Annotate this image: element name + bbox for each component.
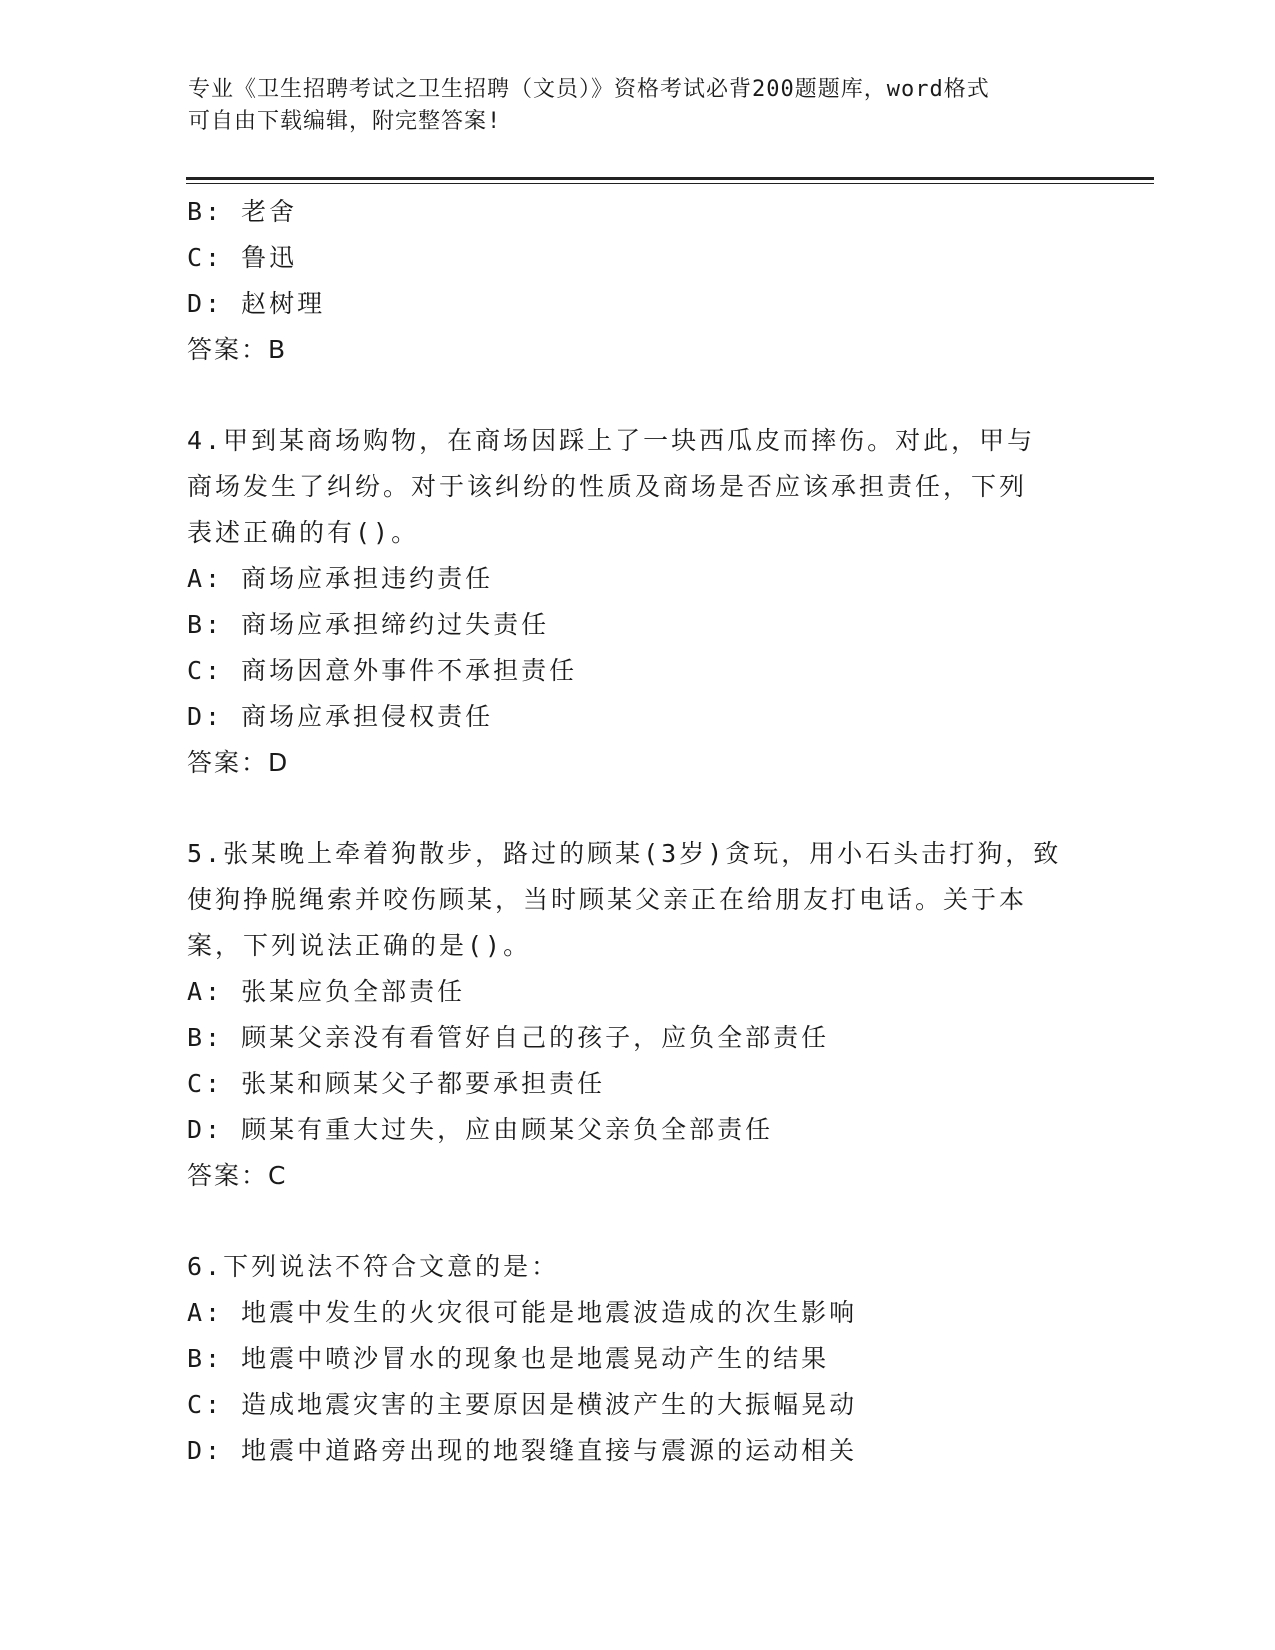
spacer <box>187 373 1087 418</box>
question-6 <box>187 1244 1087 1474</box>
header-rule-thin <box>186 183 1154 184</box>
question-stem-line: 商场发生了纠纷。对于该纠纷的性质及商场是否应该承担责任，下列 <box>187 472 1028 501</box>
option-b: B: 商场应承担缔约过失责任 <box>187 610 550 639</box>
option-d: D: 商场应承担侵权责任 <box>187 702 494 731</box>
option-b: B: 顾某父亲没有看管好自己的孩子，应负全部责任 <box>187 1023 830 1052</box>
option-c: C: 造成地震灾害的主要原因是横波产生的大振幅晃动 <box>187 1390 858 1419</box>
header-line-2: 可自由下载编辑，附完整答案! <box>188 109 502 134</box>
option-c: C: 商场因意外事件不承担责任 <box>187 656 578 685</box>
answer-line: 答案：C <box>187 1161 288 1190</box>
option-c: C: 鲁迅 <box>187 243 298 272</box>
question-content <box>187 189 1087 1474</box>
option-d: D: 地震中道路旁出现的地裂缝直接与震源的运动相关 <box>187 1436 858 1465</box>
answer-line: 答案：B <box>187 335 288 364</box>
header-rule-thick <box>186 177 1154 180</box>
document-header <box>188 74 1088 138</box>
answer-line: 答案：D <box>187 748 290 777</box>
option-d: D: 赵树理 <box>187 289 326 318</box>
question-stem-line: 5.张某晚上牵着狗散步，路过的顾某(3岁)贪玩，用小石头击打狗，致 <box>187 839 1062 868</box>
option-b: B: 地震中喷沙冒水的现象也是地震晃动产生的结果 <box>187 1344 830 1373</box>
header-line-1: 专业《卫生招聘考试之卫生招聘（文员）》资格考试必背200题题库，word格式 <box>188 77 990 102</box>
spacer <box>187 1199 1087 1244</box>
question-4 <box>187 418 1087 786</box>
option-a: A: 商场应承担违约责任 <box>187 564 494 593</box>
option-a: A: 张某应负全部责任 <box>187 977 466 1006</box>
option-c: C: 张某和顾某父子都要承担责任 <box>187 1069 606 1098</box>
option-b: B: 老舍 <box>187 197 298 226</box>
question-stem-line: 使狗挣脱绳索并咬伤顾某，当时顾某父亲正在给朋友打电话。关于本 <box>187 885 1028 914</box>
option-a: A: 地震中发生的火灾很可能是地震波造成的次生影响 <box>187 1298 858 1327</box>
question-stem-line: 表述正确的有()。 <box>187 518 420 547</box>
spacer <box>187 786 1087 831</box>
question-5 <box>187 831 1087 1199</box>
question-stem-line: 6.下列说法不符合文意的是： <box>187 1252 560 1281</box>
option-d: D: 顾某有重大过失，应由顾某父亲负全部责任 <box>187 1115 774 1144</box>
continued-question <box>187 189 1087 373</box>
question-stem-line: 4.甲到某商场购物，在商场因踩上了一块西瓜皮而摔伤。对此，甲与 <box>187 426 1036 455</box>
question-stem-line: 案，下列说法正确的是()。 <box>187 931 532 960</box>
